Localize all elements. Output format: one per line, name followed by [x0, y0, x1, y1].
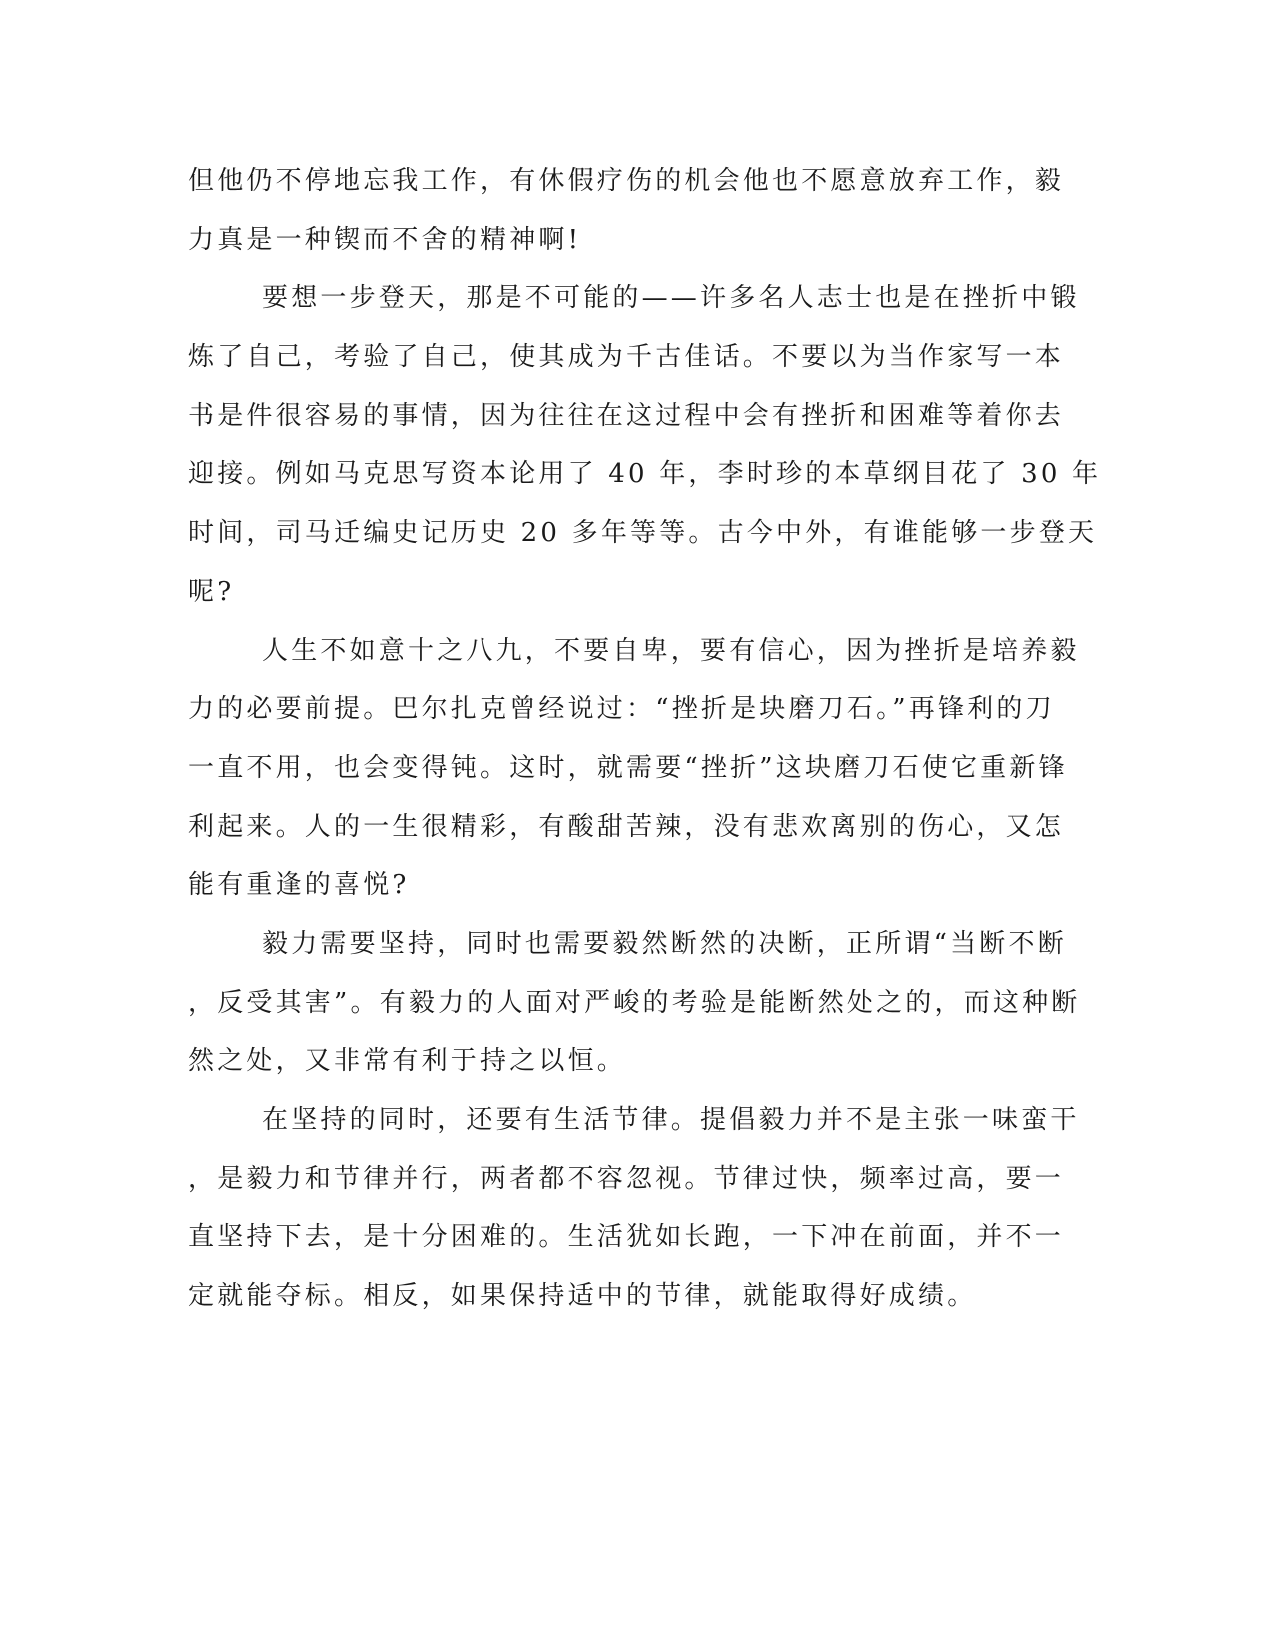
paragraph-5-line-3: 直坚持下去，是十分困难的。生活犹如长跑，一下冲在前面，并不一	[188, 1222, 1065, 1252]
paragraph-3-line-1: 人生不如意十之八九，不要自卑，要有信心，因为挫折是培养毅	[262, 636, 1080, 666]
paragraph-1-line-1: 但他仍不停地忘我工作，有休假疗伤的机会他也不愿意放弃工作，毅	[188, 166, 1065, 196]
paragraph-2-line-6: 呢?	[188, 577, 235, 607]
paragraph-4-line-3: 然之处，又非常有利于持之以恒。	[188, 1046, 627, 1076]
paragraph-3-line-2: 力的必要前提。巴尔扎克曾经说过：“挫折是块磨刀石。”再锋利的刀	[188, 694, 1055, 724]
paragraph-1-line-2: 力真是一种锲而不舍的精神啊!	[188, 225, 582, 255]
paragraph-5-line-2: ，是毅力和节律并行，两者都不容忽视。节律过快，频率过高，要一	[188, 1164, 1065, 1194]
paragraph-5-line-4: 定就能夺标。相反，如果保持适中的节律，就能取得好成绩。	[188, 1281, 977, 1311]
paragraph-2-line-3: 书是件很容易的事情，因为往往在这过程中会有挫折和困难等着你去	[188, 401, 1065, 431]
paragraph-4-line-2: ，反受其害”。有毅力的人面对严峻的考验是能断然处之的，而这种断	[188, 988, 1081, 1018]
paragraph-2-line-5: 时间，司马迁编史记历史 20 多年等等。古今中外，有谁能够一步登天	[188, 518, 1098, 548]
paragraph-5-line-1: 在坚持的同时，还要有生活节律。提倡毅力并不是主张一味蛮干	[262, 1105, 1080, 1135]
paragraph-4-line-1: 毅力需要坚持，同时也需要毅然断然的决断，正所谓“当断不断	[262, 929, 1067, 959]
paragraph-3-line-4: 利起来。人的一生很精彩，有酸甜苦辣，没有悲欢离别的伤心，又怎	[188, 812, 1065, 842]
paragraph-2-line-1: 要想一步登天，那是不可能的——许多名人志士也是在挫折中锻	[262, 283, 1080, 313]
paragraph-2-line-2: 炼了自己，考验了自己，使其成为千古佳话。不要以为当作家写一本	[188, 342, 1065, 372]
paragraph-3-line-5: 能有重逢的喜悦?	[188, 870, 410, 900]
paragraph-3-line-3: 一直不用，也会变得钝。这时，就需要“挫折”这块磨刀石使它重新锋	[188, 753, 1068, 783]
paragraph-2-line-4: 迎接。例如马克思写资本论用了 40 年，李时珍的本草纲目花了 30 年	[188, 459, 1102, 489]
